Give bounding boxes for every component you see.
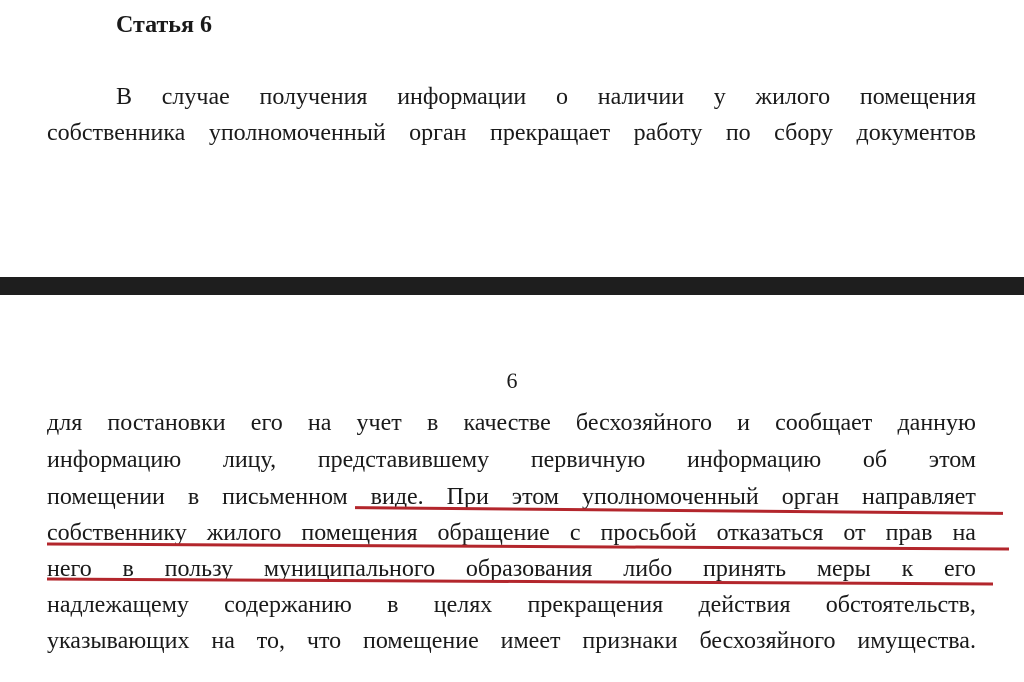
word: лицу, <box>222 447 277 473</box>
article-heading: Статья 6 <box>116 12 212 38</box>
word: имеет <box>500 628 561 654</box>
word: его <box>250 410 283 436</box>
word: В <box>116 84 133 110</box>
paragraph-line <box>47 118 976 148</box>
word: этом <box>928 447 976 473</box>
word: первичную <box>530 447 646 473</box>
word: этом <box>511 484 559 510</box>
word: либо <box>623 556 673 582</box>
word: обстоятельств, <box>825 592 976 618</box>
word: представившему <box>317 447 490 473</box>
paragraph-line <box>47 445 976 475</box>
word: помещении <box>47 484 165 510</box>
word: муниципального <box>263 556 436 582</box>
word: бесхозяйного <box>699 628 836 654</box>
word: в <box>426 410 439 436</box>
page-number: 6 <box>506 368 518 393</box>
word: орган <box>781 484 840 510</box>
word: надлежащему <box>47 592 189 618</box>
word: о <box>556 84 569 110</box>
word: целях <box>433 592 493 618</box>
word: в <box>387 592 399 618</box>
word: информацию <box>687 447 822 473</box>
word: для <box>47 410 83 436</box>
word: помещения <box>859 84 976 110</box>
word: по <box>725 120 751 146</box>
word: на <box>211 628 235 654</box>
word: сбору <box>774 120 834 146</box>
word: При <box>446 484 489 510</box>
word: имущества. <box>857 628 976 654</box>
word: данную <box>897 410 976 436</box>
word: на <box>952 520 976 546</box>
word: случае <box>161 84 230 110</box>
word: что <box>306 628 342 654</box>
paragraph-line <box>116 82 976 112</box>
word: жилого <box>206 520 282 546</box>
word: отказаться <box>716 520 824 546</box>
paragraph-line <box>47 590 976 620</box>
word: у <box>713 84 726 110</box>
word: на <box>307 410 332 436</box>
word: образования <box>465 556 593 582</box>
word: информацию <box>47 447 182 473</box>
word: и <box>737 410 750 436</box>
word: в <box>187 484 200 510</box>
paragraph-line <box>47 408 976 438</box>
word: то, <box>256 628 285 654</box>
word: уполномоченный <box>581 484 759 510</box>
word: качестве <box>463 410 551 436</box>
word: принять <box>703 556 787 582</box>
word: пользу <box>164 556 234 582</box>
word: содержанию <box>224 592 352 618</box>
word: письменном <box>222 484 348 510</box>
word: прекращения <box>527 592 664 618</box>
word: с <box>569 520 581 546</box>
word: об <box>862 447 888 473</box>
word: обращение <box>437 520 550 546</box>
word: бесхозяйного <box>575 410 712 436</box>
paragraph-line <box>47 626 976 656</box>
word: него <box>47 556 92 582</box>
word: помещения <box>301 520 418 546</box>
word: направляет <box>862 484 976 510</box>
word: собственнику <box>47 520 187 546</box>
page-break-bar <box>0 277 1024 295</box>
word: орган <box>409 120 467 146</box>
word: жилого <box>755 84 831 110</box>
word: прекращает <box>490 120 611 146</box>
word: виде. <box>370 484 424 510</box>
word: просьбой <box>600 520 697 546</box>
word: документов <box>856 120 976 146</box>
word: меры <box>816 556 871 582</box>
word: его <box>944 556 976 582</box>
word: уполномоченный <box>208 120 386 146</box>
word: наличии <box>597 84 685 110</box>
word: указывающих <box>47 628 190 654</box>
word: информации <box>397 84 527 110</box>
word: получения <box>259 84 368 110</box>
word: признаки <box>582 628 678 654</box>
word: учет <box>356 410 402 436</box>
word: помещение <box>363 628 479 654</box>
word: от <box>843 520 866 546</box>
word: действия <box>698 592 791 618</box>
word: собственника <box>47 120 186 146</box>
word: прав <box>885 520 933 546</box>
word: постановки <box>107 410 226 436</box>
word: к <box>901 556 914 582</box>
word: работу <box>633 120 703 146</box>
word: сообщает <box>775 410 873 436</box>
word: в <box>122 556 134 582</box>
